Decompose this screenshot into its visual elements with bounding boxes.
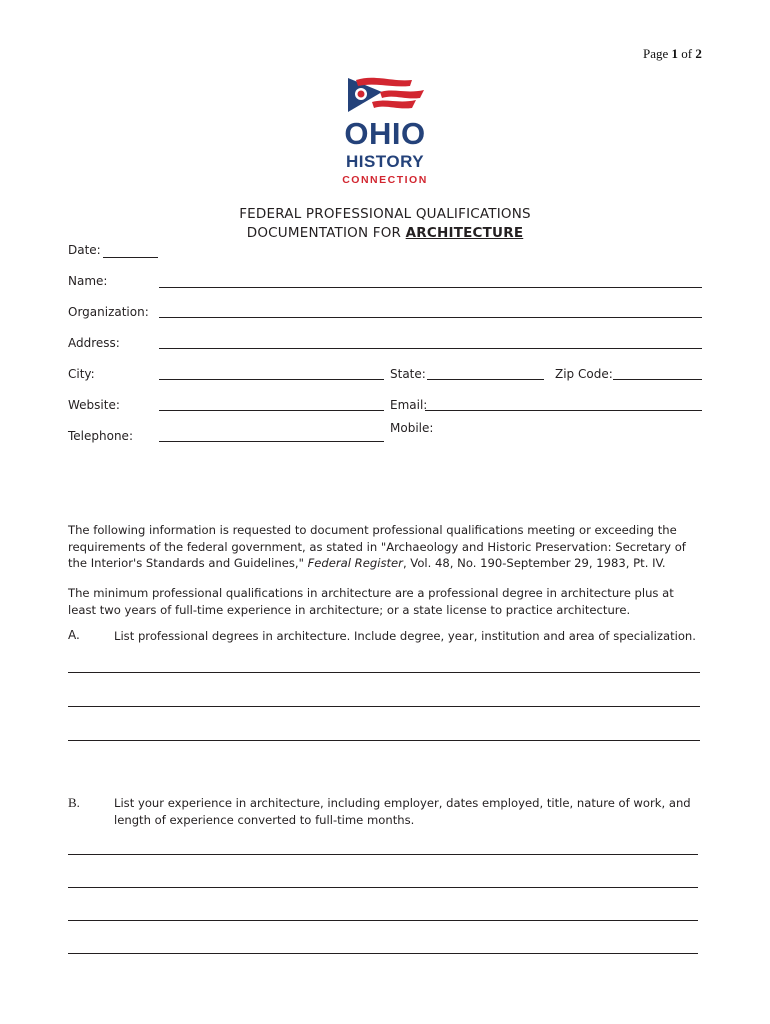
- logo-word-ohio: OHIO: [344, 116, 426, 151]
- title-line-2: [180, 224, 590, 243]
- email-label: Email:: [390, 398, 428, 412]
- section-b-answer-line-4[interactable]: [68, 953, 698, 954]
- organization-field[interactable]: [159, 317, 702, 318]
- section-a-text: List professional degrees in architecture. Include degree, year, institution and area of specialization.: [114, 629, 696, 643]
- section-a-answer-line-2[interactable]: [68, 706, 700, 707]
- logo-word-history: HISTORY: [345, 152, 425, 171]
- organization-label: Organization:: [68, 305, 149, 319]
- email-field[interactable]: [425, 410, 702, 411]
- date-field[interactable]: [103, 257, 158, 258]
- ohio-history-connection-logo: [320, 72, 450, 190]
- intro-p1-italic: Federal Register: [307, 556, 403, 570]
- section-b-answer-line-3[interactable]: [68, 920, 698, 921]
- state-label: State:: [390, 367, 426, 381]
- address-field[interactable]: [159, 348, 702, 349]
- section-b-answer-line-1[interactable]: [68, 854, 698, 855]
- telephone-field[interactable]: [159, 441, 384, 442]
- page-total: 2: [695, 46, 702, 61]
- section-a-answer-line-3[interactable]: [68, 740, 700, 741]
- page-number: [643, 46, 702, 62]
- city-label: City:: [68, 367, 95, 381]
- mobile-label: Mobile:: [390, 421, 434, 435]
- title-line-1: FEDERAL PROFESSIONAL QUALIFICATIONS: [239, 206, 531, 222]
- intro-paragraph-2: The minimum professional qualifications in architecture are a professional degree in architecture plus at least two years of full-time experience in architecture; or a state license to practice architecture.: [68, 586, 674, 617]
- website-field[interactable]: [159, 410, 384, 411]
- title-prefix: DOCUMENTATION FOR: [246, 225, 402, 241]
- website-label: Website:: [68, 398, 120, 412]
- section-b-text: List your experience in architecture, including employer, dates employed, title, nature of work, and length of experience converted to full-time months.: [114, 796, 691, 827]
- ohio-flag-icon: [320, 72, 450, 120]
- page-label: Page: [643, 46, 669, 61]
- date-label: Date:: [68, 243, 101, 257]
- intro-p1-end: , Vol. 48, No. 190-September 29, 1983, Pt. IV.: [402, 556, 666, 570]
- section-b-answer-line-2[interactable]: [68, 887, 698, 888]
- name-label: Name:: [68, 274, 108, 288]
- name-field[interactable]: [159, 287, 702, 288]
- page-of: of: [681, 46, 693, 61]
- page-current: 1: [671, 46, 679, 61]
- zip-code-field[interactable]: [613, 379, 702, 380]
- document-title: [180, 205, 590, 243]
- title-emphasis: ARCHITECTURE: [405, 225, 524, 241]
- section-a-label: A.: [68, 628, 80, 642]
- state-field[interactable]: [427, 379, 544, 380]
- city-field[interactable]: [159, 379, 384, 380]
- intro-paragraph-1: [68, 522, 704, 572]
- zip-code-label: Zip Code:: [555, 367, 613, 381]
- address-label: Address:: [68, 336, 120, 350]
- logo-word-connection: CONNECTION: [342, 174, 428, 186]
- section-b-label: B.: [68, 795, 80, 810]
- telephone-label: Telephone:: [68, 429, 133, 443]
- intro-p1-text: The following information is requested to document professional qualifications meeting or exceeding the requirements of the federal government, as stated in "Archaeology and Historic Preservation: Secretary of the Interior's Standards and Guidelines,": [68, 523, 686, 570]
- section-a-answer-line-1[interactable]: [68, 672, 700, 673]
